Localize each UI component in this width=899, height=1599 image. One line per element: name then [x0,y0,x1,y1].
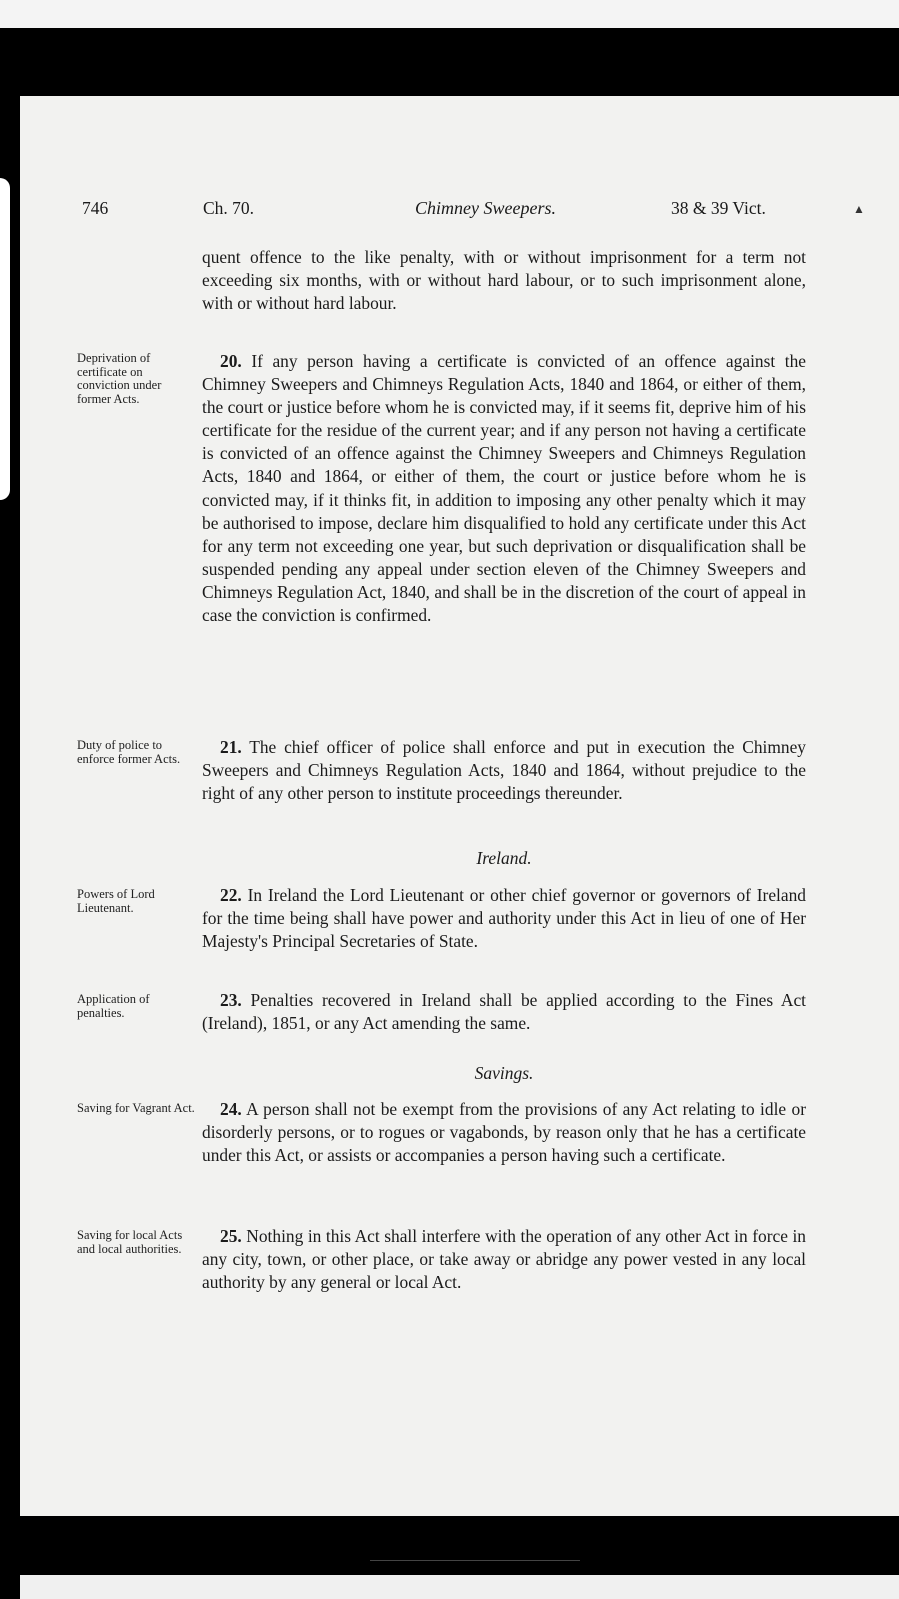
bottom-bar-area [20,1575,899,1599]
section-number: 21. [220,737,242,757]
section-text: If any person having a certificate is convicted of an offence against the Chimney Sweepers and Chimneys Regulation Acts, 1840 and 1864, or either of them, the court or justice before whom he is convicted may, if it seems fit, deprive him of his certificate for the residue of the current year; and if any person not having a certificate is convicted of an offence against the Chimney Sweepers and Chimneys Regulation Acts, 1840 and 1864, or either of them, the court or justice before whom he is convicted may, if it thinks fit, in addition to imposing any other penalty which it may be authorised to impose, declare him disqualified to hold any certificate under this Act for any term not exceeding one year, but such deprivation or disqualification shall be suspended pending any appeal under section eleven of the Chimney Sweepers and Chimneys Regulation Act, 1840, and shall be in the discretion of the court of appeal in case the conviction is confirmed. [202,351,807,626]
section-20 [202,350,806,627]
section-text: In Ireland the Lord Lieutenant or other chief governor or governors of Ireland for the time being shall have power and authority under this Act in lieu of one of Her Majesty's Principal Secretaries of State. [202,885,806,952]
section-number: 24. [220,1099,242,1119]
marginal-note-23: Application of penalties. [77,992,150,1020]
section-21 [202,736,806,805]
page-body [20,96,899,1516]
marginal-note-25: Saving for local Acts and local authorities. [77,1228,183,1256]
section-number: 20. [220,351,242,371]
marginal-note-20: Deprivation of certificate on conviction under former Acts. [77,351,162,406]
section-22 [202,884,806,953]
arrow-up-icon: ▲ [853,202,865,216]
page-number: 746 [82,198,109,218]
section-number: 22. [220,885,242,905]
continuation-text: quent offence to the like penalty, with or without imprisonment for a term not exceeding six months, with or without hard labour, or to such imprisonment alone, with or without hard labour. [202,247,806,314]
regnal-year: 38 & 39 Vict. [671,198,766,218]
continuation-paragraph [202,246,806,315]
end-rule [370,1560,580,1561]
side-tab[interactable] [0,178,10,500]
chapter-number: Ch. 70. [203,198,255,218]
marginal-note-22: Powers of Lord Lieutenant. [77,887,155,915]
section-text: The chief officer of police shall enforce and put in execution the Chimney Sweepers and Chimneys Regulation Acts, 1840 and 1864, without prejudice to the right of any other person to institute proceedings thereunder. [202,737,806,804]
document-page [20,96,899,1516]
section-24 [202,1098,806,1167]
section-number: 25. [220,1226,242,1246]
marginal-note-24: Saving for Vagrant Act. [77,1101,195,1115]
running-title: Chimney Sweepers. [415,198,556,218]
section-text: Nothing in this Act shall interfere with the operation of any other Act in force in any city, town, or other place, or take away or abridge any power vested in any local authority by any general or local Act. [202,1226,806,1293]
status-bar-area [0,0,899,28]
section-23 [202,989,806,1035]
heading-savings: Savings. [474,1063,534,1083]
section-25 [202,1225,806,1294]
heading-ireland: Ireland. [476,848,532,868]
black-band-top [0,28,899,96]
section-text: A person shall not be exempt from the provisions of any Act relating to idle or disorderly persons, or to rogues or vagabonds, by reason only that he has a certificate under this Act, or assists or accompanies a person having such a certificate. [202,1099,806,1166]
marginal-note-21: Duty of police to enforce former Acts. [77,738,181,766]
section-number: 23. [220,990,242,1010]
section-text: Penalties recovered in Ireland shall be applied according to the Fines Act (Ireland), 1851, or any Act amending the same. [202,990,806,1034]
